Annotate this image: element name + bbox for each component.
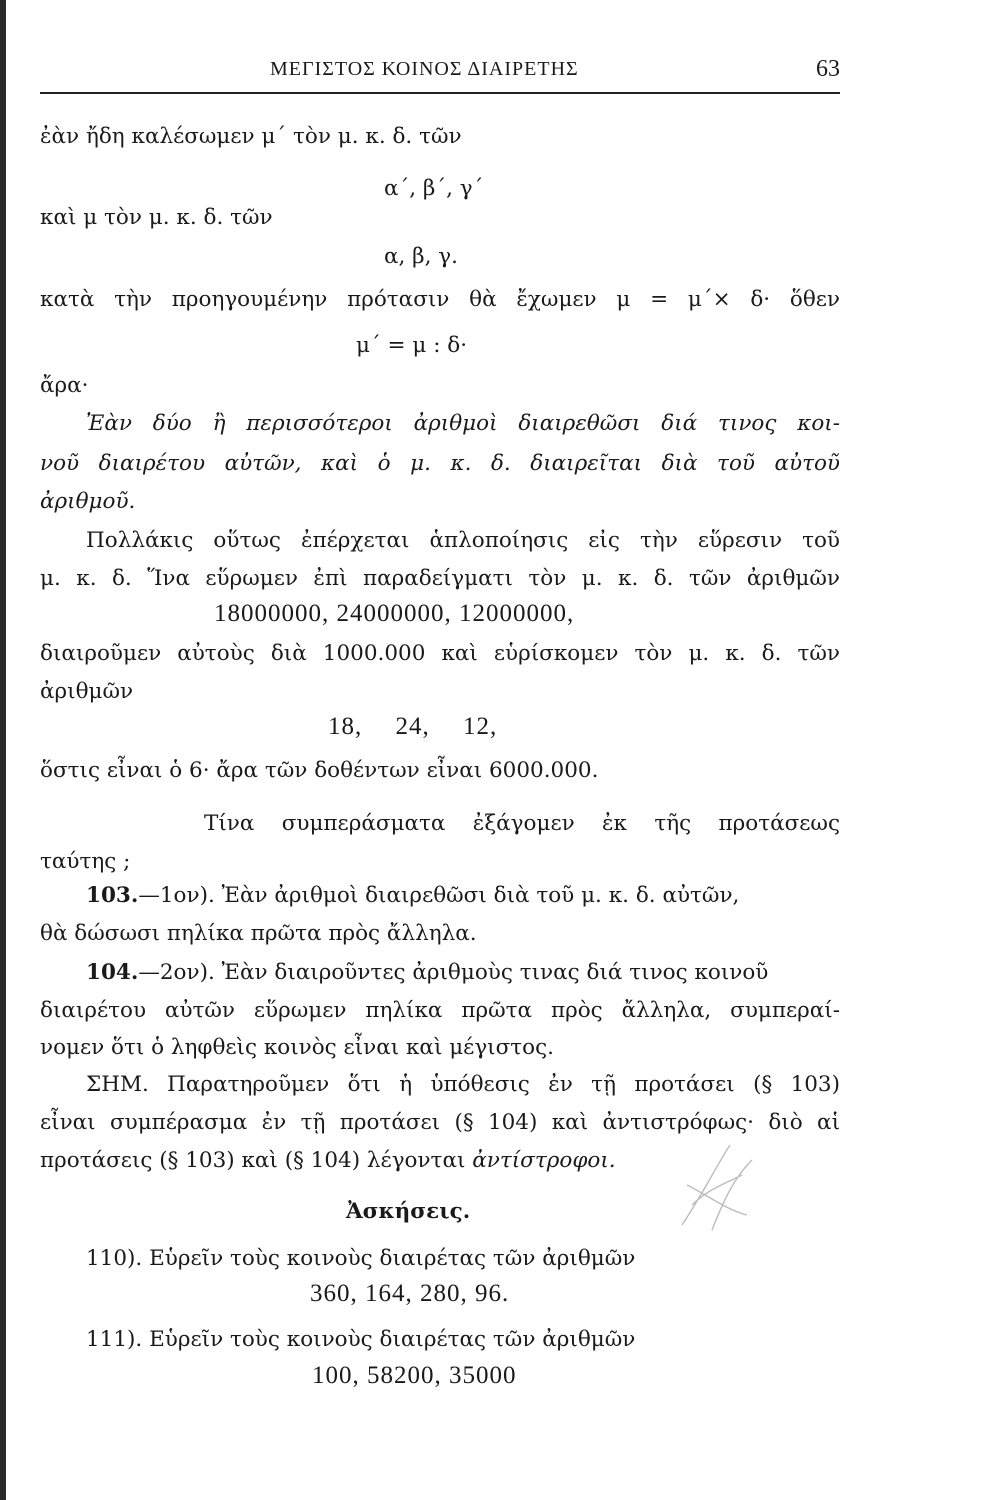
- exercise-line: 110). Εὑρεῖν τοὺς κοινοὺς διαιρέτας τῶν ἀριθμῶν: [86, 1246, 636, 1271]
- text-line: ἐὰν ἤδη καλέσωμεν μ΄ τὸν μ. κ. δ. τῶν: [40, 124, 462, 149]
- text-line: διαιροῦμεν αὐτοὺς διὰ 1000.000 καὶ εὑρίσκομεν τὸν μ. κ. δ. τῶν: [40, 641, 840, 666]
- text-line: Πολλάκις οὕτως ἐπέρχεται ἁπλοποίησις εἰς τὴν εὕρεσιν τοῦ: [86, 528, 840, 553]
- header-rule: [40, 92, 840, 94]
- text-line: α, β, γ.: [384, 244, 458, 269]
- number-line: 18, 24, 12,: [328, 713, 498, 740]
- article-line: [86, 882, 840, 910]
- theorem-line: ἀριθμοῦ.: [40, 489, 136, 514]
- note-line: εἶναι συμπέρασμα ἐν τῇ προτάσει (§ 104) καὶ ἀντιστρόφως· διὸ αἱ: [40, 1110, 840, 1135]
- page-number: 63: [816, 56, 840, 82]
- exercise-line: 111). Εὑρεῖν τοὺς κοινοὺς διαιρέτας τῶν ἀριθμῶν: [86, 1327, 636, 1352]
- number-line: 100, 58200, 35000: [312, 1362, 517, 1389]
- text-line: καὶ μ τὸν μ. κ. δ. τῶν: [40, 205, 273, 230]
- text-line: μ. κ. δ. Ἵνα εὕρωμεν ἐπὶ παραδείγματι τὸν μ. κ. δ. τῶν ἀριθμῶν: [40, 566, 840, 591]
- page-edge-shadow: [0, 0, 6, 1500]
- number-line: 18000000, 24000000, 12000000,: [214, 600, 575, 627]
- text-line: α΄, β΄, γ΄: [384, 176, 484, 201]
- article-number: 103.: [86, 883, 139, 908]
- text-line: ἀριθμῶν: [40, 679, 134, 704]
- article-text: —1ον). Ἐὰν ἀριθμοὶ διαιρεθῶσι διὰ τοῦ μ. κ. δ. αὐτῶν,: [138, 883, 740, 908]
- note-line: ΣΗΜ. Παρατηροῦμεν ὅτι ἡ ὑπόθεσις ἐν τῇ προτάσει (§ 103): [86, 1072, 840, 1097]
- article-number: 104.: [86, 960, 139, 985]
- note-line: [40, 1147, 616, 1175]
- note-text: προτάσεις (§ 103) καὶ (§ 104) λέγονται: [40, 1148, 473, 1173]
- theorem-line: Ἐὰν δύο ἢ περισσότεροι ἀριθμοὶ διαιρεθῶσι διά τινος κοι-: [86, 411, 840, 436]
- text-line: διαιρέτου αὐτῶν εὕρωμεν πηλίκα πρῶτα πρὸς ἄλληλα, συμπεραί-: [40, 998, 840, 1023]
- pencil-scribble: [672, 1135, 762, 1240]
- note-italic: ἀντίστροφοι.: [472, 1148, 616, 1173]
- question-line: Τίνα συμπεράσματα ἐξάγομεν ἐκ τῆς προτάσεως: [204, 811, 840, 836]
- formula-line: μ΄ = μ : δ·: [356, 333, 468, 358]
- theorem-line: νοῦ διαιρέτου αὐτῶν, καὶ ὁ μ. κ. δ. διαιρεῖται διὰ τοῦ αὐτοῦ: [40, 451, 840, 476]
- text-line: θὰ δώσωσι πηλίκα πρῶτα πρὸς ἄλληλα.: [40, 921, 477, 946]
- text-line: νομεν ὅτι ὁ ληφθεὶς κοινὸς εἶναι καὶ μέγιστος.: [40, 1035, 554, 1060]
- article-line: [86, 959, 840, 987]
- text-line: ὅστις εἶναι ὁ 6· ἄρα τῶν δοθέντων εἶναι 6000.000.: [40, 758, 599, 783]
- running-title: ΜΕΓΙΣΤΟΣ ΚΟΙΝΟΣ ΔΙΑΙΡΕΤΗΣ: [270, 58, 579, 80]
- text-line: ἄρα·: [40, 373, 89, 398]
- running-header: [40, 56, 840, 90]
- text-line: κατὰ τὴν προηγουμένην πρότασιν θὰ ἔχωμεν μ = μ΄× δ· ὅθεν: [40, 287, 840, 312]
- section-heading: Ἀσκήσεις.: [346, 1199, 471, 1224]
- article-text: —2ον). Ἐὰν διαιροῦντες ἀριθμοὺς τινας διά τινος κοινοῦ: [138, 960, 769, 985]
- number-line: 360, 164, 280, 96.: [310, 1280, 510, 1307]
- question-line: ταύτης ;: [40, 849, 131, 874]
